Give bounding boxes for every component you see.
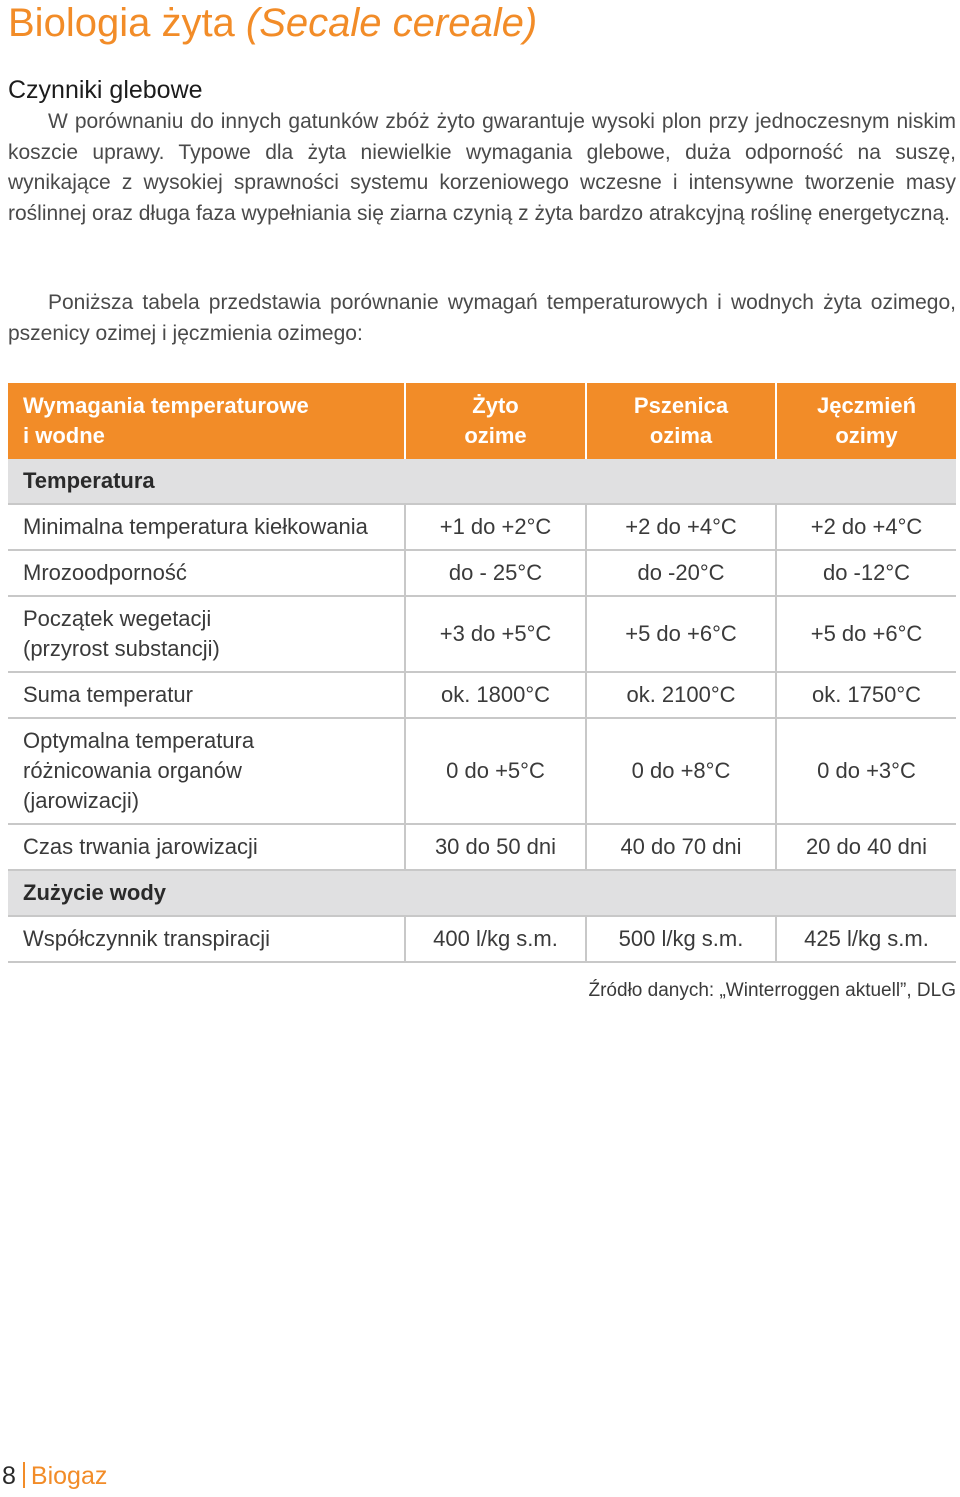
row-label: Początek wegetacji (przyrost substancji) [8, 596, 405, 672]
cell-barley: 0 do +3°C [776, 718, 956, 824]
cell-rye: ok. 1800°C [405, 672, 586, 718]
cell-wheat: 0 do +8°C [586, 718, 776, 824]
row-label: Czas trwania jarowizacji [8, 824, 405, 870]
table-row [8, 504, 956, 550]
section-label: Zużycie wody [8, 870, 956, 916]
table-row [8, 824, 956, 870]
table-row [8, 596, 956, 672]
header-barley: Jęczmień ozimy [776, 383, 956, 459]
page-number: 8 [2, 1462, 16, 1490]
cell-rye: +3 do +5°C [405, 596, 586, 672]
cell-wheat: +5 do +6°C [586, 596, 776, 672]
page-title [8, 0, 537, 48]
section-row-water [8, 870, 956, 916]
header-rye: Żyto ozime [405, 383, 586, 459]
requirements-table [8, 383, 956, 963]
title-main: Biologia żyta [8, 1, 246, 45]
table-row [8, 718, 956, 824]
table-header-row [8, 383, 956, 459]
row-label: Współczynnik transpiracji [8, 916, 405, 962]
cell-barley: 425 l/kg s.m. [776, 916, 956, 962]
cell-wheat: ok. 2100°C [586, 672, 776, 718]
section-label: Temperatura [8, 459, 956, 504]
cell-rye: +1 do +2°C [405, 504, 586, 550]
cell-wheat: 500 l/kg s.m. [586, 916, 776, 962]
row-label: Mrozoodporność [8, 550, 405, 596]
data-source-note: Źródło danych: „Winterroggen aktuell”, DLG [588, 980, 956, 1001]
section-heading: Czynniki glebowe [8, 76, 203, 104]
section-row-temperature [8, 459, 956, 504]
footer-divider [23, 1462, 25, 1488]
cell-barley: ok. 1750°C [776, 672, 956, 718]
cell-rye: 30 do 50 dni [405, 824, 586, 870]
table-intro-paragraph: Poniższa tabela przedstawia porównanie wymagań temperaturowych i wodnych żyta ozimego, pszenicy ozimej i jęczmienia ozimego: [8, 291, 956, 345]
footer-section-label: Biogaz [30, 1462, 108, 1490]
cell-wheat: do -20°C [586, 550, 776, 596]
cell-barley: 20 do 40 dni [776, 824, 956, 870]
cell-wheat: 40 do 70 dni [586, 824, 776, 870]
intro-paragraph: W porównaniu do innych gatunków zbóż żyto gwarantuje wysoki plon przy jednoczesnym niskim koszcie uprawy. Typowe dla żyta niewielkie wymagania glebowe, duża odporność na suszę, wynikające z wysokiej sprawności systemu korzeniowego wczesne i intensywne tworzenie masy roślinnej oraz długa faza wypełniania się ziarna czynią z żyta bardzo atrakcyjną roślinę energetyczną. [8, 110, 956, 225]
cell-rye: do - 25°C [405, 550, 586, 596]
cell-wheat: +2 do +4°C [586, 504, 776, 550]
row-label: Minimalna temperatura kiełkowania [8, 504, 405, 550]
title-latin-name: (Secale cereale) [245, 1, 538, 45]
cell-barley: do -12°C [776, 550, 956, 596]
cell-barley: +5 do +6°C [776, 596, 956, 672]
row-label: Optymalna temperatura różnicowania organów (jarowizacji) [8, 718, 405, 824]
page-footer [2, 1460, 107, 1492]
table-row [8, 916, 956, 962]
cell-barley: +2 do +4°C [776, 504, 956, 550]
cell-rye: 0 do +5°C [405, 718, 586, 824]
header-wheat: Pszenica ozima [586, 383, 776, 459]
header-requirements: Wymagania temperaturowe i wodne [8, 383, 405, 459]
cell-rye: 400 l/kg s.m. [405, 916, 586, 962]
row-label: Suma temperatur [8, 672, 405, 718]
table-row [8, 550, 956, 596]
table-row [8, 672, 956, 718]
